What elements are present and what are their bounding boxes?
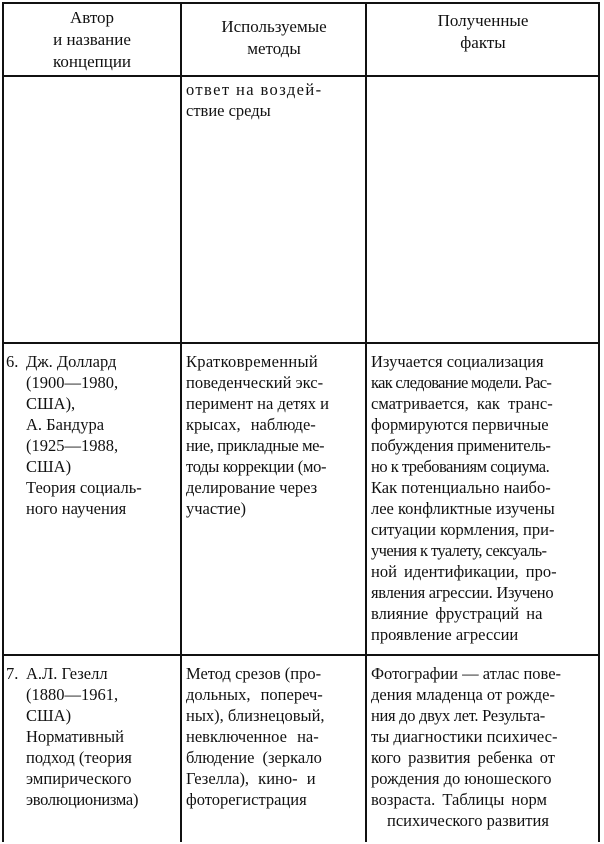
header-author: Автор и название концепции	[52, 8, 132, 71]
column-divider-1	[180, 2, 182, 842]
row-divider-2	[2, 654, 600, 656]
row-number-7: 7.	[6, 664, 19, 683]
row-7-methods: Метод срезов (про- дольных, попереч- ных), близнецовый, невключенное на- блюдение (зеркало Гезелла), кино- и фоторегистрация	[186, 664, 325, 809]
table-border-right	[598, 2, 600, 842]
column-divider-2	[365, 2, 367, 842]
row-6-author: Дж. Доллард (1900—1980, США), А. Бандура (1925—1988, США) Теория социаль- ного научения	[26, 352, 142, 518]
header-bottom-line	[2, 75, 600, 77]
header-facts: Полученные факты	[437, 11, 529, 52]
row-7-facts: Фотографии — атлас пове- дения младенца от рожде- ния до двух лет. Результа- ты диагностики психичес- кого развития ребенка от рождения до юношеского возраста. Таблицы норм психического развития	[371, 664, 562, 830]
row-continuation-methods: ответ на воздей- ствие среды	[186, 80, 323, 120]
header-methods: Используемые методы	[221, 17, 327, 58]
row-number-6: 6.	[6, 352, 19, 371]
row-6-facts: Изучается социализация как следование модели. Рас- сматривается, как транс- формируются первичные побуждения применитель- но к требованиям социума. Как потенциально наибо- лее конфликтные изучены ситуации кормления, при- учения к туалету, сексуаль- ной идентификации, про- явления агрессии. Изучено влияние фрустраций на проявление агрессии	[371, 352, 557, 644]
row-7-author: А.Л. Гезелл (1880—1961, США) Нормативный подход (теория эмпирического эволюционизма)	[26, 664, 139, 809]
row-divider-1	[2, 342, 600, 344]
table-border-left	[2, 2, 4, 842]
row-6-methods: Кратковременный поведенческий экс- перимент на детях и крысах, наблюде- ние, прикладные ме- тоды коррекции (мо- делирование через участие)	[186, 352, 329, 518]
comparison-table	[2, 2, 602, 842]
table-border-top	[2, 2, 600, 4]
